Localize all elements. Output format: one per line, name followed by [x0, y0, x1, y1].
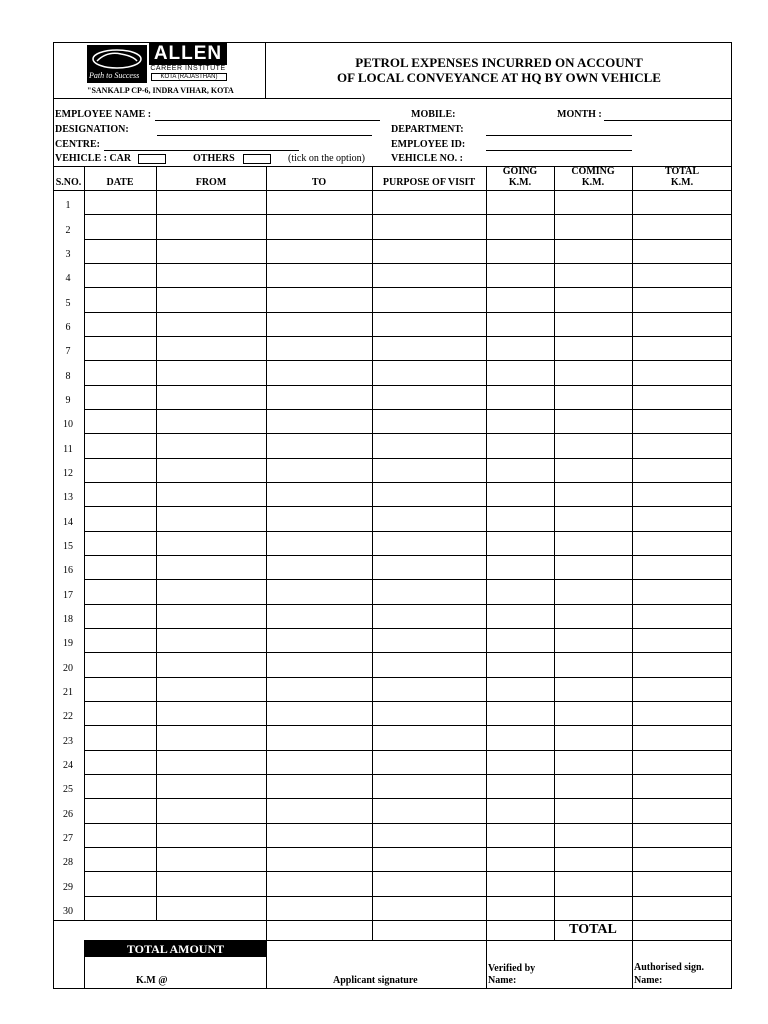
- row-number: 1: [65, 200, 71, 212]
- table-row: [84, 823, 732, 824]
- row-number: 19: [63, 638, 73, 650]
- col-to: TO: [311, 177, 327, 188]
- table-row: [84, 458, 732, 459]
- row-number: 21: [63, 686, 73, 698]
- centre-label: CENTRE:: [55, 139, 101, 150]
- total-label: TOTAL: [569, 922, 617, 937]
- department-label: DEPARTMENT:: [391, 124, 464, 135]
- form-title-line2: OF LOCAL CONVEYANCE AT HQ BY OWN VEHICLE: [337, 70, 661, 85]
- department-field[interactable]: [486, 135, 632, 136]
- table-row: [84, 701, 732, 702]
- row-number: 3: [65, 248, 71, 260]
- total-row-line: [372, 920, 373, 940]
- row-number: 13: [63, 492, 73, 504]
- footer-vline-4: [632, 940, 633, 989]
- table-row: [84, 555, 732, 556]
- row-number: 18: [63, 613, 73, 625]
- col-purpose: PURPOSE OF VISIT: [382, 177, 476, 188]
- row-number: 15: [63, 540, 73, 552]
- header-bottom-line: [53, 98, 732, 99]
- row-number: 6: [65, 321, 71, 333]
- month-field[interactable]: [604, 120, 732, 121]
- verified-by-label: Verified by: [488, 963, 536, 974]
- table-row: [84, 798, 732, 799]
- row-number: 7: [65, 346, 71, 358]
- row-number: 24: [63, 759, 73, 771]
- row-number: 28: [63, 857, 73, 869]
- table-row: [84, 896, 732, 897]
- vehicle-car-label: VEHICLE : CAR: [55, 153, 132, 164]
- table-row: [84, 677, 732, 678]
- row-number: 23: [63, 735, 73, 747]
- table-col-line: [372, 166, 373, 920]
- total-amount-banner: TOTAL AMOUNT: [85, 941, 266, 957]
- table-row: [84, 287, 732, 288]
- total-row-line: [266, 920, 267, 940]
- table-row: [84, 506, 732, 507]
- table-row: [84, 652, 732, 653]
- table-col-line: [632, 166, 633, 920]
- col-going-1: GOING: [502, 166, 538, 177]
- logo-brand: ALLEN: [149, 43, 227, 65]
- employee-id-label: EMPLOYEE ID:: [391, 139, 466, 150]
- table-row: [84, 385, 732, 386]
- col-going-2: K.M.: [508, 177, 532, 188]
- row-number: 29: [63, 881, 73, 893]
- table-col-line: [156, 166, 157, 920]
- table-col-line: [84, 166, 85, 920]
- logo-tagline: Path to Success: [89, 71, 140, 80]
- vehicle-no-label: VEHICLE NO. :: [391, 153, 463, 164]
- designation-field[interactable]: [157, 135, 372, 136]
- authorised-sign-label: Authorised sign.: [634, 962, 705, 973]
- row-number: 9: [65, 394, 71, 406]
- employee-name-field[interactable]: [155, 120, 380, 121]
- row-number: 4: [65, 273, 71, 285]
- footer-vline-2: [266, 940, 267, 989]
- table-col-line: [554, 166, 555, 920]
- col-coming-1: COMING: [571, 166, 615, 177]
- mobile-label: MOBILE:: [411, 109, 456, 120]
- table-row: [84, 360, 732, 361]
- row-number: 8: [65, 370, 71, 382]
- row-number: 16: [63, 565, 73, 577]
- row-number: 11: [63, 443, 73, 455]
- table-row: [53, 920, 732, 921]
- col-date: DATE: [106, 177, 134, 188]
- table-row: [84, 336, 732, 337]
- month-label: MONTH :: [557, 109, 602, 120]
- table-row: [84, 433, 732, 434]
- table-header-bottom: [53, 190, 732, 191]
- table-row: [84, 312, 732, 313]
- verified-name-label: Name:: [488, 975, 517, 986]
- table-col-line: [486, 166, 487, 920]
- table-row: [84, 482, 732, 483]
- car-checkbox[interactable]: [138, 154, 166, 164]
- row-number: 27: [63, 832, 73, 844]
- km-rate-label: K.M @: [136, 975, 168, 986]
- employee-id-field[interactable]: [486, 150, 632, 151]
- logo-sub: CAREER INSTITUTE: [150, 65, 226, 72]
- employee-name-label: EMPLOYEE NAME :: [55, 109, 152, 120]
- table-row: [84, 409, 732, 410]
- applicant-signature-label: Applicant signature: [333, 975, 418, 986]
- table-row: [84, 263, 732, 264]
- col-from: FROM: [195, 177, 227, 188]
- centre-field[interactable]: [104, 150, 299, 151]
- table-row: [84, 579, 732, 580]
- table-row: [84, 604, 732, 605]
- footer-vline-3: [486, 940, 487, 989]
- table-row: [84, 871, 732, 872]
- logo-city: KOTA (RAJASTHAN): [151, 73, 227, 81]
- row-number: 14: [63, 516, 73, 528]
- row-number: 25: [63, 784, 73, 796]
- table-col-line: [266, 166, 267, 920]
- row-number: 10: [63, 419, 73, 431]
- row-number: 26: [63, 808, 73, 820]
- authorised-name-label: Name:: [634, 975, 663, 986]
- total-row-line: [486, 920, 487, 940]
- table-row: [84, 214, 732, 215]
- col-total-1: TOTAL: [664, 166, 700, 177]
- row-number: 5: [65, 297, 71, 309]
- form-title-line1: PETROL EXPENSES INCURRED ON ACCOUNT: [355, 55, 643, 70]
- total-row-line: [632, 920, 633, 940]
- col-sno: S.NO.: [55, 177, 82, 188]
- designation-label: DESIGNATION:: [55, 124, 129, 135]
- table-row: [84, 774, 732, 775]
- allen-logo: [87, 45, 227, 83]
- table-row: [84, 847, 732, 848]
- row-number: 17: [63, 589, 73, 601]
- row-number: 20: [63, 662, 73, 674]
- row-number: 2: [65, 224, 71, 236]
- others-label: OTHERS: [193, 153, 235, 164]
- table-row: [84, 750, 732, 751]
- table-row: [84, 531, 732, 532]
- table-row: [84, 239, 732, 240]
- col-coming-2: K.M.: [581, 177, 605, 188]
- table-row: [84, 628, 732, 629]
- tick-note: (tick on the option): [288, 153, 365, 164]
- address-line: "SANKALP CP-6, INDRA VIHAR, KOTA: [87, 86, 234, 95]
- others-checkbox[interactable]: [243, 154, 271, 164]
- col-total-2: K.M.: [670, 177, 694, 188]
- table-row: [84, 725, 732, 726]
- row-number: 30: [63, 905, 73, 917]
- row-number: 22: [63, 711, 73, 723]
- row-number: 12: [63, 467, 73, 479]
